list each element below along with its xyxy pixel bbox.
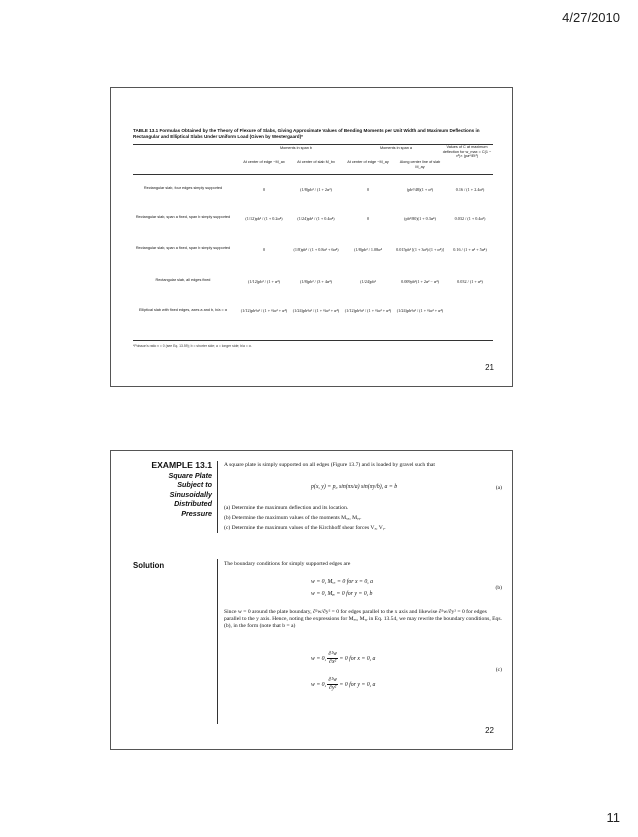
equation-b2: w = 0, Mᵧᵧ = 0 for y = 0, b xyxy=(311,591,373,597)
slide-table-13-1 xyxy=(110,87,513,387)
equation-b-tag: (b) xyxy=(495,585,502,591)
cell-3-1: 0 xyxy=(262,247,266,252)
col-header-1: At center of edge −M_ax xyxy=(243,160,285,164)
page-number: 11 xyxy=(606,810,620,825)
equation-c-tag: (c) xyxy=(495,667,502,673)
cell-3-4: 0.015pb² [(1 + 3α²)/(1 + α⁴)] xyxy=(396,247,444,252)
cell-4-1: (1/12)pb² / (1 + α⁴) xyxy=(248,279,280,284)
cell-2-1: (1/12)pb² / (1 + 0.2α⁴) xyxy=(245,216,283,221)
equation-c2-left: w = 0, xyxy=(311,681,327,688)
equation-c1 xyxy=(311,651,375,666)
example-heading: EXAMPLE 13.1 xyxy=(151,460,212,470)
cell-3-5: 0.16 / (1 + α² + 5α⁴) xyxy=(453,247,487,252)
solution-paragraph: Since w = 0 around the plate boundary, ∂²w/∂y² = 0 for edges parallel to the x axis and likewise ∂²w/∂y² = 0 for edges parallel to the y axis. Hence, noting the expressions for Mₓₓ, Mᵧᵧ in Eq. 13.54, we may rewrite the boundary conditions, Eqs. (b), in the form (note that b = a) xyxy=(224,609,502,629)
cell-2-3: 0 xyxy=(366,216,370,221)
equation-c1-fraction xyxy=(327,651,337,666)
equation-b1: w = 0, Mₓₓ = 0 for x = 0, a xyxy=(311,579,374,585)
table-caption: TABLE 13.1 Formulas Obtained by the Theory of Flexure of Slabs, Giving Approximate Values of Bending Moments per Unit Width and Maximum Deflections in Rectangular and Elliptical Slabs Under Uniform Load (Given by Westergaard)* xyxy=(133,128,480,139)
cell-2-4: (pb²/80)(1 + 0.3α⁴) xyxy=(404,216,436,221)
cell-3-3: (1/8)pb² / 1.08α⁴ xyxy=(354,247,382,252)
cell-2-2: (1/24)pb² / (1 + 0.4α⁴) xyxy=(297,216,335,221)
equation-c1-right: = 0 for x = 0, a xyxy=(339,655,376,662)
table-footnote: *Poisson's ratio ν = 0 (see Eq. 13.59); b = shorter side; a = longer side; b/a = α. xyxy=(133,344,252,348)
example-divider xyxy=(217,461,218,533)
cell-4-2: (1/8)pb² / (3 + 4α⁴) xyxy=(300,279,332,284)
row-label-5: Elliptical slab with fixed edges, axes a and b, b/a = α xyxy=(139,308,227,312)
example-subtitle-3: Sinusoidally xyxy=(169,489,212,499)
col-header-2: At center of slab M_bx xyxy=(297,160,335,164)
slide-number: 22 xyxy=(485,726,494,735)
solution-intro: The boundary conditions for simply supported edges are xyxy=(224,561,351,567)
cell-5-1: (1/12)pb²α² / (1 + ⅔α² + α⁴) xyxy=(240,308,288,313)
equation-a-tag: (a) xyxy=(495,485,502,491)
col-header-3: At center of edge −M_ay xyxy=(347,160,389,164)
cell-1-3: 0 xyxy=(366,187,370,192)
cell-1-2: (1/8)pb² / (1 + 2α³) xyxy=(300,187,332,192)
equation-c2 xyxy=(311,677,375,692)
cell-4-5: 0.032 / (1 + α⁴) xyxy=(457,279,483,284)
solution-divider xyxy=(217,559,218,724)
equation-c1-left: w = 0, xyxy=(311,655,327,662)
group-header-span-b: Moments in span b xyxy=(279,146,313,150)
example-title-block xyxy=(119,461,212,519)
slide-example-13-1 xyxy=(110,450,513,750)
cell-1-4: (pb²/48)(1 + α²) xyxy=(406,187,434,192)
group-header-span-a: Moments in span a xyxy=(379,146,413,150)
example-subtitle-1: Square Plate xyxy=(168,470,212,480)
equation-a: p(x, y) = p₀ sin(πx/a) sin(πy/b), a = b xyxy=(311,484,398,490)
row-label-2: Rectangular slab, span a fixed, span b simply supported xyxy=(135,215,231,219)
equation-c1-numerator: ∂²w xyxy=(328,651,337,657)
cell-1-5: 0.16 / (1 + 2.4α³) xyxy=(455,187,485,192)
group-header-c: Values of C at maximum deflection for w_max = C(1 − ν²)× (pa⁴/Et³) xyxy=(442,145,492,158)
example-intro: A square plate is simply supported on all edges (Figure 13.7) and is loaded by gravel such that xyxy=(224,462,435,468)
cell-5-3: (1/12)pb²α² / (1 + ⅔α² + α⁴) xyxy=(344,308,392,313)
row-label-1: Rectangular slab, four edges simply supported xyxy=(143,186,223,190)
example-subtitle-5: Pressure xyxy=(181,508,212,518)
cell-4-3: (1/24)pb² xyxy=(360,279,376,284)
cell-2-5: 0.032 / (1 + 0.4α³) xyxy=(454,216,486,221)
table-rule-top xyxy=(133,144,493,145)
cell-5-2: (1/24)pb²α² / (1 + ⅔α² + α⁴) xyxy=(292,308,340,313)
cell-5-4: (1/24)pb²α² / (1 + ⅔α² + α⁴) xyxy=(396,308,444,313)
row-label-4: Rectangular slab, all edges fixed xyxy=(155,278,211,282)
slide-number: 21 xyxy=(485,363,494,372)
cell-4-4: 0.009pb²(1 + 2α² − α⁴) xyxy=(401,279,439,284)
row-label-3: Rectangular slab, span a fixed, span b simply supported xyxy=(135,246,231,250)
table-rule-header xyxy=(133,174,493,175)
cell-3-2: (1/8)pb² / (1 + 0.8α² + 6α⁴) xyxy=(293,247,339,252)
example-subtitle-4: Distributed xyxy=(174,499,212,509)
equation-c2-fraction xyxy=(327,677,337,692)
equation-c1-denominator: ∂x² xyxy=(329,659,337,665)
solution-label: Solution xyxy=(133,561,165,570)
equation-c2-right: = 0 for y = 0, a xyxy=(339,681,376,688)
part-c: (c) Determine the maximum values of the Kirchhoff shear forces Vₓ, Vᵧ. xyxy=(224,525,386,531)
part-b: (b) Determine the maximum values of the moments Mₓₓ, Mᵧᵧ. xyxy=(224,515,362,521)
equation-c2-numerator: ∂²w xyxy=(328,677,337,683)
cell-1-1: 0 xyxy=(262,187,266,192)
example-subtitle-2: Subject to xyxy=(177,480,212,490)
col-header-4: Along center line of slab M_ay xyxy=(399,160,441,169)
print-date: 4/27/2010 xyxy=(562,10,620,25)
table-rule-bottom xyxy=(133,340,493,341)
part-a: (a) Determine the maximum deflection and its location. xyxy=(224,505,349,511)
equation-c2-denominator: ∂y² xyxy=(329,685,337,691)
